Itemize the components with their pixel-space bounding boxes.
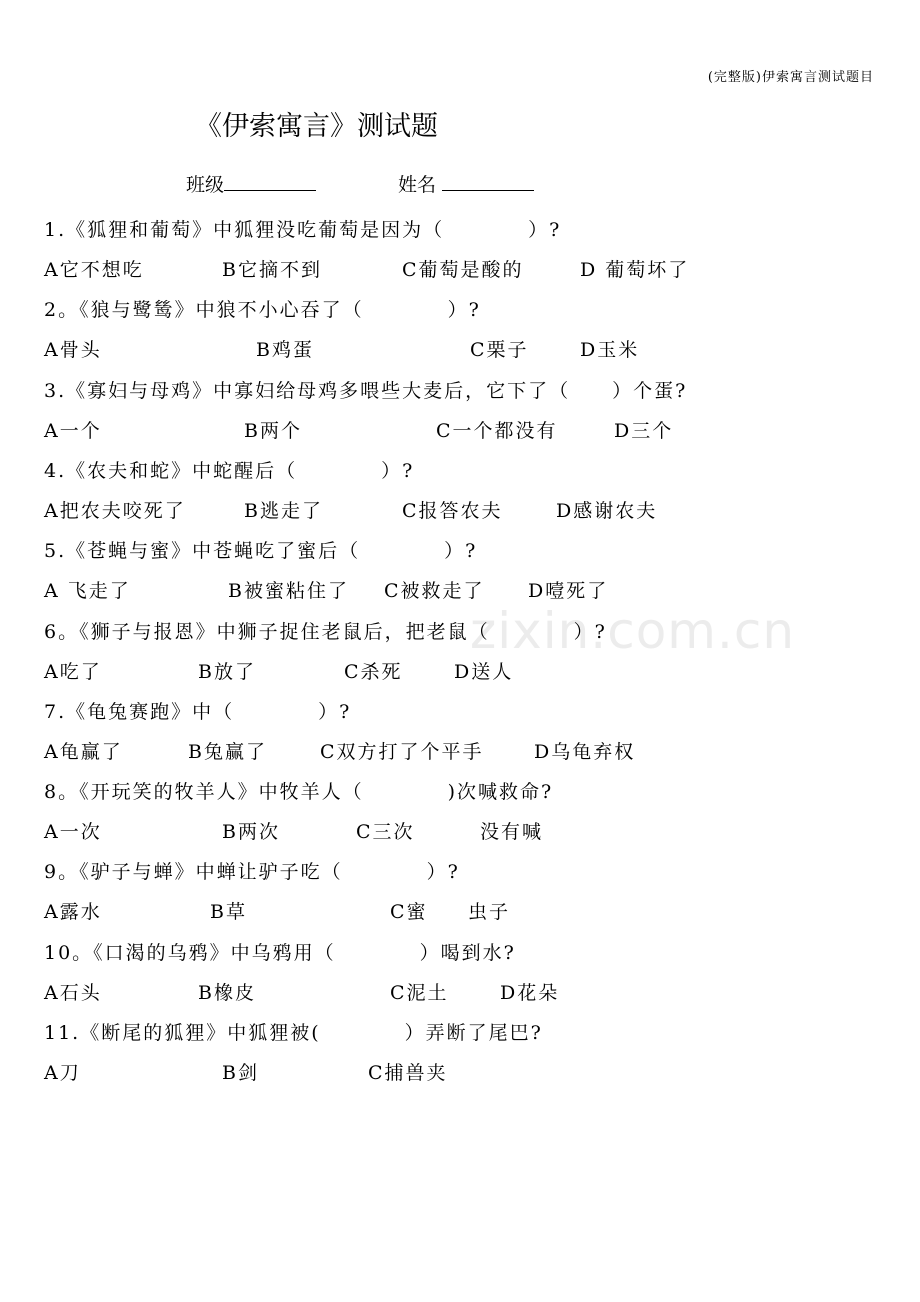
option-6-2[interactable]: B放了 [198,660,256,683]
option-2-3[interactable]: C栗子 [470,339,529,362]
option-9-2[interactable]: B草 [210,901,247,924]
option-1-3[interactable]: C葡萄是酸的 [402,259,524,281]
page-title: 《伊索寓言》测试题 [195,111,438,142]
question-9: 9。《驴子与蝉》中蝉让驴子吃（ ）? [44,861,460,884]
class-label: 班级 [186,174,225,196]
option-7-1[interactable]: A龟赢了 [44,740,123,763]
question-3: 3.《寡妇与母鸡》中寡妇给母鸡多喂些大麦后，它下了（ ）个蛋? [44,379,688,402]
option-11-1[interactable]: A刀 [44,1062,81,1084]
question-10: 10。《口渴的乌鸦》中乌鸦用（ ）喝到水? [44,941,516,964]
option-3-2[interactable]: B两个 [244,419,302,442]
question-2: 2。《狼与鹭鸶》中狼不小心吞了（ ）? [44,299,481,322]
option-8-2[interactable]: B两次 [222,821,280,844]
option-5-3[interactable]: C被救走了 [384,580,485,603]
option-7-2[interactable]: B兔赢了 [188,740,267,763]
option-8-1[interactable]: A一次 [44,821,102,844]
option-3-1[interactable]: A一个 [44,419,102,442]
question-1: 1.《狐狸和葡萄》中狐狸没吃葡萄是因为（ ）? [44,219,562,241]
option-2-4[interactable]: D玉米 [580,339,640,362]
option-11-3[interactable]: C捕兽夹 [368,1062,448,1084]
option-1-2[interactable]: B它摘不到 [222,259,322,281]
question-7: 7.《龟兔赛跑》中（ ）? [44,700,352,723]
class-blank[interactable] [224,172,316,191]
option-6-4[interactable]: D送人 [454,660,514,683]
option-4-4[interactable]: D感谢农夫 [556,499,658,522]
option-10-3[interactable]: C泥土 [390,981,449,1004]
option-5-4[interactable]: D噎死了 [528,580,609,603]
header-note: (完整版)伊索寓言测试题目 [707,70,874,85]
name-blank[interactable] [442,172,534,191]
question-6: 6。《狮子与报恩》中狮子捉住老鼠后，把老鼠（ ）? [44,620,607,643]
option-1-1[interactable]: A它不想吃 [44,259,144,281]
question-11: 11.《断尾的狐狸》中狐狸被( ）弄断了尾巴? [44,1022,543,1044]
option-1-4[interactable]: D 葡萄坏了 [580,259,690,281]
option-10-2[interactable]: B橡皮 [198,981,256,1004]
option-7-3[interactable]: C双方打了个平手 [320,740,484,763]
option-4-1[interactable]: A把农夫咬死了 [44,499,186,522]
option-4-3[interactable]: C报答农夫 [402,499,503,522]
option-6-3[interactable]: C杀死 [344,660,403,683]
option-2-2[interactable]: B鸡蛋 [256,339,314,362]
option-9-4[interactable]: 虫子 [468,901,511,924]
option-5-1[interactable]: A 飞走了 [44,580,131,603]
option-4-2[interactable]: B逃走了 [244,499,323,522]
option-10-4[interactable]: D花朵 [500,981,560,1004]
option-3-3[interactable]: C一个都没有 [436,419,558,442]
option-8-3[interactable]: C三次 [356,821,415,844]
question-5: 5.《苍蝇与蜜》中苍蝇吃了蜜后（ ）? [44,540,478,563]
option-9-3[interactable]: C蜜 [390,901,428,924]
option-3-4[interactable]: D三个 [614,419,674,442]
option-5-2[interactable]: B被蜜粘住了 [228,580,349,603]
option-11-2[interactable]: B剑 [222,1062,259,1084]
name-label: 姓名 [398,174,437,196]
option-2-1[interactable]: A骨头 [44,339,102,362]
question-4: 4.《农夫和蛇》中蛇醒后（ ）? [44,459,415,482]
option-8-4[interactable]: 没有喊 [480,821,544,844]
option-7-4[interactable]: D乌龟弃权 [534,740,636,763]
option-9-1[interactable]: A露水 [44,901,102,924]
option-10-1[interactable]: A石头 [44,981,102,1004]
option-6-1[interactable]: A吃了 [44,660,102,683]
question-8: 8。《开玩笑的牧羊人》中牧羊人（ )次喊救命? [44,781,554,804]
watermark: zixin.com.cn [470,602,796,660]
student-info [186,170,534,197]
